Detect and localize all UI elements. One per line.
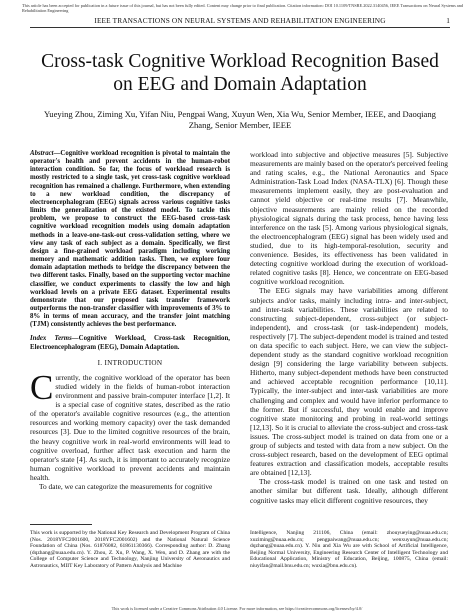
footnote-left: This work is supported by the National Key Research and Development Program of China (Nos. 2018YFC2001600, 2018YFC2001602) and the National Natural Science Foundation of China (Nos. 61876082, 61861130366). Corresponding author: D. Zhang (dqzhang@nuaa.edu.cn). Y. Zhou, Z. Xu, P. Wang, X. Wen, and D. Zhang are with the College of Computer Science and Technology, Nanjing University of Aeronautics and Astronautics, MIIT Key Laboratory of Pattern Analysis and Machine: [30, 530, 230, 569]
author-list: Yueying Zhou, Ziming Xu, Yifan Niu, Pengpai Wang, Xuyun Wen, Xia Wu, Senior Member, IEEE, and Daoqiang Zhang, Senior Member, IEEE: [44, 109, 436, 130]
right-column: [250, 150, 448, 505]
right-paragraph-2: The EEG signals may have variabilities among different subjects and/or tasks, mainly including intra- and inter-subject, and inter-task variabilities. These variabilities are related to constructing subject-dependent, cross-subject (or subject-independent), and cross-task (or task-independent) models, respectively [7]. The subject-dependent model is trained and tested on data specific to each subject. Here, we can view the subject-dependent study as the standard cognitive workload recognition design [9] considering the large variability between subjects. Hitherto, many subject-dependent methods have been constructed and achieved acceptable recognition performance [10,11]. Typically, the inter-subject and inter-task variabilities are more challenging and complex and would have inferior performance to the former. But if successful, they would enable and improve cognitive state monitoring and probing in real-world settings [12,13]. So it is crucial to alleviate the cross-subject and cross-task issues. The cross-subject model is trained on data from one or a group of subjects and tested with data from a new subject. On the cross-subject research, based on the development of EEG optimal features extraction and classification models, acceptable results are obtained [12,13].: [250, 286, 448, 478]
page-number: 1: [446, 16, 450, 25]
index-terms: [30, 335, 230, 351]
right-paragraph-3: The cross-task model is trained on one task and tested on another similar but different task. Ideally, although different cognitive tasks may elicit different cognitive resources, they: [250, 477, 448, 505]
running-header: [30, 16, 450, 26]
drop-cap: C: [30, 367, 54, 407]
license-notice: This work is licensed under a Creative Commons Attribution 4.0 License. For more information, see https://creativecommons.org/licenses/by/4.0/: [111, 606, 363, 611]
abstract-lead: Abstract—: [30, 150, 61, 157]
intro-paragraph-1: urrently, the cognitive workload of the operator has been studied widely in the fields of human-robot interaction environment and passive brain-computer interface [1,2]. It is a special case of cognitive states, described as the ratio of the operator's available cognitive resources (e.g., the attention resources and working memory capacity) over the task demanded resources [3]. Due to the limited cognitive resources of the brain, the heavy cognitive work in real-world environments will lead to cognitive overload, further affect task execution and harm the operator's state [4]. As such, it is important to accurately recognize human cognitive workload to prevent accidents and maintain health.: [30, 372, 230, 482]
footnote-right: Intelligence, Nanjing 211106, China (email: zhouyueying@nuaa.edu.cn; xuziming@nuaa.edu.cn; pengpaiwang@nuaa.edu.cn; wenxuyun@nuaa.edu.cn; dqzhang@nuaa.edu.cn). Y. Niu and Xia Wu are with School of Artificial Intelligence, Beijing Normal University, Engineering Research Center of Intelligent Technology and Educational Application, Ministry of Education, Beijing, 100875, China (email: niuyifan@mail.bnu.edu.cn; wuxia@bnu.edu.cn).: [250, 530, 448, 569]
section-heading-introduction: I. INTRODUCTION: [97, 358, 163, 367]
paper-title: Cross-task Cognitive Workload Recognition Based on EEG and Domain Adaptation: [41, 51, 439, 95]
index-terms-text: Cognitive Workload, Cross-task Recognition, Electroencephalogram (EEG), Domain Adaptation.: [30, 335, 230, 351]
abstract: [30, 150, 230, 329]
right-paragraph-1: workload into subjective and objective measures [5]. Subjective measurements are mainly based on the operator's perceived feeling and rating scales, e.g., the National Aeronautics and Space Administration-Task Load Index (NASA-TLX) [6]. Though these measurements implement easily, they are post-evaluation and cannot yield objective or real-time results [7]. Meanwhile, objective measurements are mainly relied on the recorded physiological signals during the task process, hence having less interference on the task [5]. Among various physiological signals, the electroencephalogram (EEG) signal has been widely used and studied, due to its high-temporal-resolution, security and convenience. Besides, its effectiveness has been validated in detecting cognitive workload during the execution of workload-related cognitive tasks [8]. Hence, we concentrate on EEG-based cognitive workload recognition.: [250, 150, 448, 287]
publication-notice: This article has been accepted for publication in a future issue of this journal, but has not been fully edited. Content may change prior to final publication. Citation information: DOI 10.1109/TNSRE.2022.3140456, IEEE Transactions on Neural Systems and Rehabilitation Engineering: [22, 3, 464, 14]
abstract-text: Cognitive workload recognition is pivotal to maintain the operator's health and prevent accidents in the human-robot interaction condition. So far, the focus of workload research is mostly restricted to a single task, yet cross-task cognitive workload recognition has remained a challenge. Furthermore, when extending to a new workload condition, the discrepancy of electroencephalogram (EEG) signals across various cognitive tasks limits the generalization of the existed model. To tackle this problem, we propose to construct the EEG-based cross-task cognitive workload recognition models using domain adaptation methods in a leave-one-task-out cross-validation setting, where we view any task of each subject as a domain. Specifically, we first design a fine-grained workload paradigm including working memory and mathematic addition tasks. Then, we explore four domain adaptation methods to bridge the discrepancy between the two different tasks. Finally, based on the supporting vector machine classifier, we conduct experiments to classify the low and high workload levels on a private EEG dataset. Experimental results demonstrate that our proposed task transfer framework outperforms the non-transfer classifier with improvements of 3% to 8% in terms of mean accuracy, and the transfer joint matching (TJM) consistently achieves the best performance.: [30, 150, 230, 329]
footnote-rule: [30, 524, 92, 525]
journal-name: IEEE TRANSACTIONS ON NEURAL SYSTEMS AND REHABILITATION ENGINEERING: [94, 16, 386, 25]
introduction-text: [30, 367, 230, 491]
index-terms-lead: Index Terms—: [30, 335, 79, 343]
intro-paragraph-2: To date, we can categorize the measurements for cognitive: [39, 481, 213, 491]
header-rule: [30, 27, 450, 28]
left-column: [30, 150, 230, 491]
